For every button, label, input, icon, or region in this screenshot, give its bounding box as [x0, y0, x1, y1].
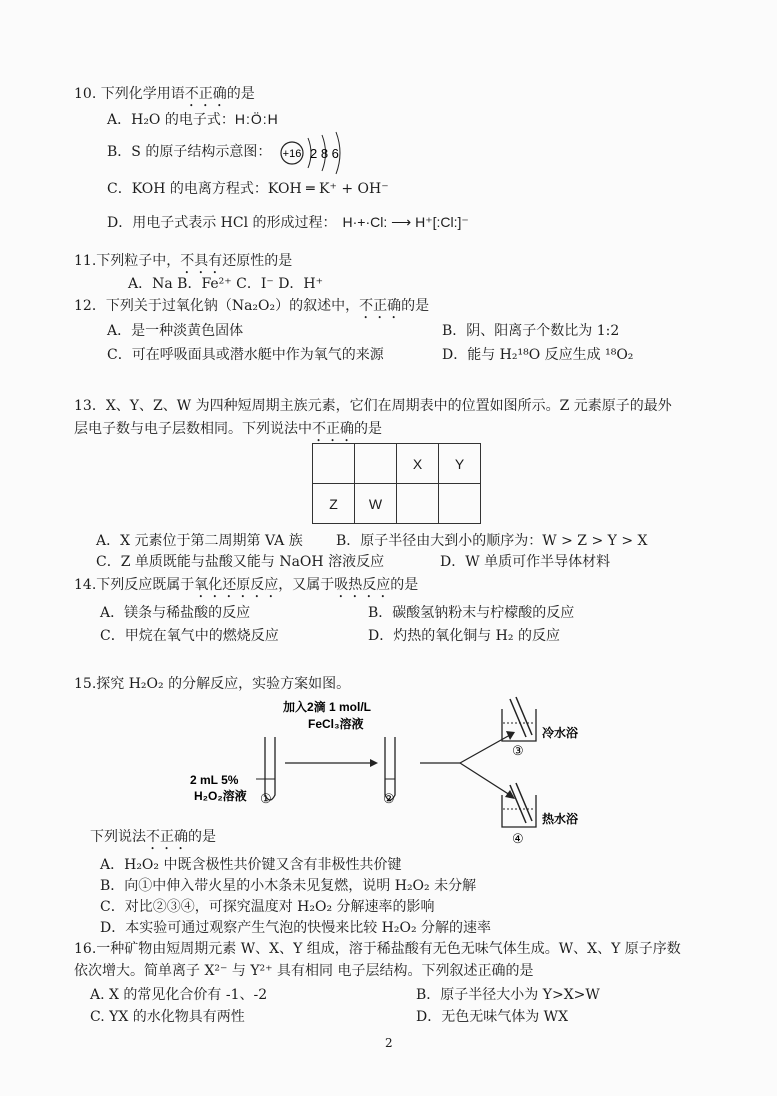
q16-option-d: D．无色无味气体为 WX	[416, 1009, 569, 1025]
pt-cell	[397, 484, 439, 524]
q16-option-a: A. X 的常见化合价有 -1、-2	[90, 987, 268, 1003]
nucleus-label: +16	[282, 148, 302, 160]
q14-option-d: D．灼热的氧化铜与 H₂ 的反应	[368, 628, 560, 644]
reagent-label-1: 2 mL 5%	[190, 773, 239, 787]
q15-option-d: D．本实验可通过观察产生气泡的快慢来比较 H₂O₂ 分解的速率	[100, 920, 492, 936]
q10-option-a: A．H₂O 的电子式：H:Ö:H	[107, 111, 279, 128]
q13-option-d: D．W 单质可作半导体材料	[440, 554, 611, 570]
q16-stem-line1: 16.一种矿物由短周期元素 W、X、Y 组成，溶于稀盐酸有无色无味气体生成。W、X、Y 原子序数	[74, 941, 681, 957]
q15-option-c: C．对比②③④，可探究温度对 H₂O₂ 分解速率的影响	[100, 899, 435, 915]
sulfur-atom-diagram	[278, 130, 358, 176]
experiment-diagram	[190, 695, 610, 850]
q14-stem: 14.下列反应既属于氧化还原反应，又属于吸热反应的是	[74, 577, 419, 593]
reagent-label-2: H₂O₂溶液	[194, 789, 247, 803]
pt-cell: Y	[439, 444, 481, 484]
beaker-number-3: ③	[512, 743, 524, 758]
tube-number-2: ②	[383, 791, 395, 806]
tube-number-1: ①	[260, 791, 272, 806]
q10-option-c: C．KOH 的电离方程式：KOH ═ K⁺ + OH⁻	[107, 181, 389, 197]
q12-option-b: B．阴、阳离子个数比为 1:2	[442, 323, 620, 339]
hot-bath-label: 热水浴	[542, 812, 579, 826]
q13-option-b: B．原子半径由大到小的顺序为：W > Z > Y > X	[336, 533, 648, 549]
q16-stem-line2: 依次增大。简单离子 X²⁻ 与 Y²⁺ 具有相同 电子层结构。下列叙述正确的是	[74, 963, 534, 979]
pt-cell: W	[355, 484, 397, 524]
q14-option-a: A．镁条与稀盐酸的反应	[100, 605, 251, 621]
q10-option-b: B．S 的原子结构示意图：	[107, 144, 272, 160]
q14-option-c: C．甲烷在氧气中的燃烧反应	[100, 628, 279, 644]
hcl-formation: H·+·Cl: ⟶ H⁺[:Cl:]⁻	[342, 214, 469, 230]
q13-stem-line2: 层电子数与电子层数相同。下列说法中不正确的是	[74, 421, 382, 437]
pt-cell	[313, 444, 355, 484]
beaker-4-icon	[502, 783, 536, 827]
q13-option-a: A．X 元素位于第二周期第 VA 族	[96, 533, 303, 549]
shell-electrons: 2 8 6	[310, 146, 339, 161]
q10-option-d: D．用电子式表示 HCl 的形成过程： H·+·Cl: ⟶ H⁺[:Cl:]⁻	[107, 214, 469, 231]
cold-bath-label: 冷水浴	[542, 726, 579, 740]
q11-stem: 11.下列粒子中，不具有还原性的是	[74, 253, 293, 269]
pt-cell	[355, 444, 397, 484]
q10-stem: 10. 下列化学用语不正确的是	[74, 86, 255, 102]
q12-option-c: C．可在呼吸面具或潜水艇中作为氧气的来源	[107, 347, 384, 363]
pt-cell: X	[397, 444, 439, 484]
q14-option-b: B．碳酸氢钠粉末与柠檬酸的反应	[368, 605, 575, 621]
beaker-number-4: ④	[512, 831, 524, 846]
page-number: 2	[385, 1036, 393, 1050]
q15-option-b: B．向①中伸入带火星的小木条未见复燃，说明 H₂O₂ 未分解	[100, 878, 477, 894]
q15-stem: 15.探究 H₂O₂ 的分解反应，实验方案如图。	[74, 676, 351, 692]
q15-option-a: A．H₂O₂ 中既含极性共价键又含有非极性共价键	[100, 857, 402, 873]
q12-option-d: D．能与 H₂¹⁸O 反应生成 ¹⁸O₂	[442, 347, 634, 363]
fecl3-label-2: FeCl₃溶液	[308, 717, 364, 731]
q15-sub-stem: 下列说法不正确的是	[90, 829, 216, 845]
q12-stem: 12．下列关于过氧化钠（Na₂O₂）的叙述中，不正确的是	[74, 298, 430, 314]
q13-option-c: C．Z 单质既能与盐酸又能与 NaOH 溶液反应	[96, 554, 385, 570]
q16-option-c: C. YX 的水化物具有两性	[90, 1009, 245, 1025]
beaker-3-icon	[502, 697, 536, 741]
q13-stem-line1: 13．X、Y、Z、W 为四种短周期主族元素，它们在周期表中的位置如图所示。Z 元素原子的最外	[74, 398, 672, 414]
fecl3-label-1: 加入2滴 1 mol/L	[283, 700, 372, 714]
periodic-table-fragment	[312, 443, 481, 524]
pt-cell: Z	[313, 484, 355, 524]
q16-option-b: B．原子半径大小为 Y>X>W	[416, 987, 600, 1003]
pt-cell	[439, 484, 481, 524]
q11-options: A．Na B．Fe²⁺ C．I⁻ D．H⁺	[128, 276, 324, 292]
q12-option-a: A．是一种淡黄色固体	[107, 323, 244, 339]
